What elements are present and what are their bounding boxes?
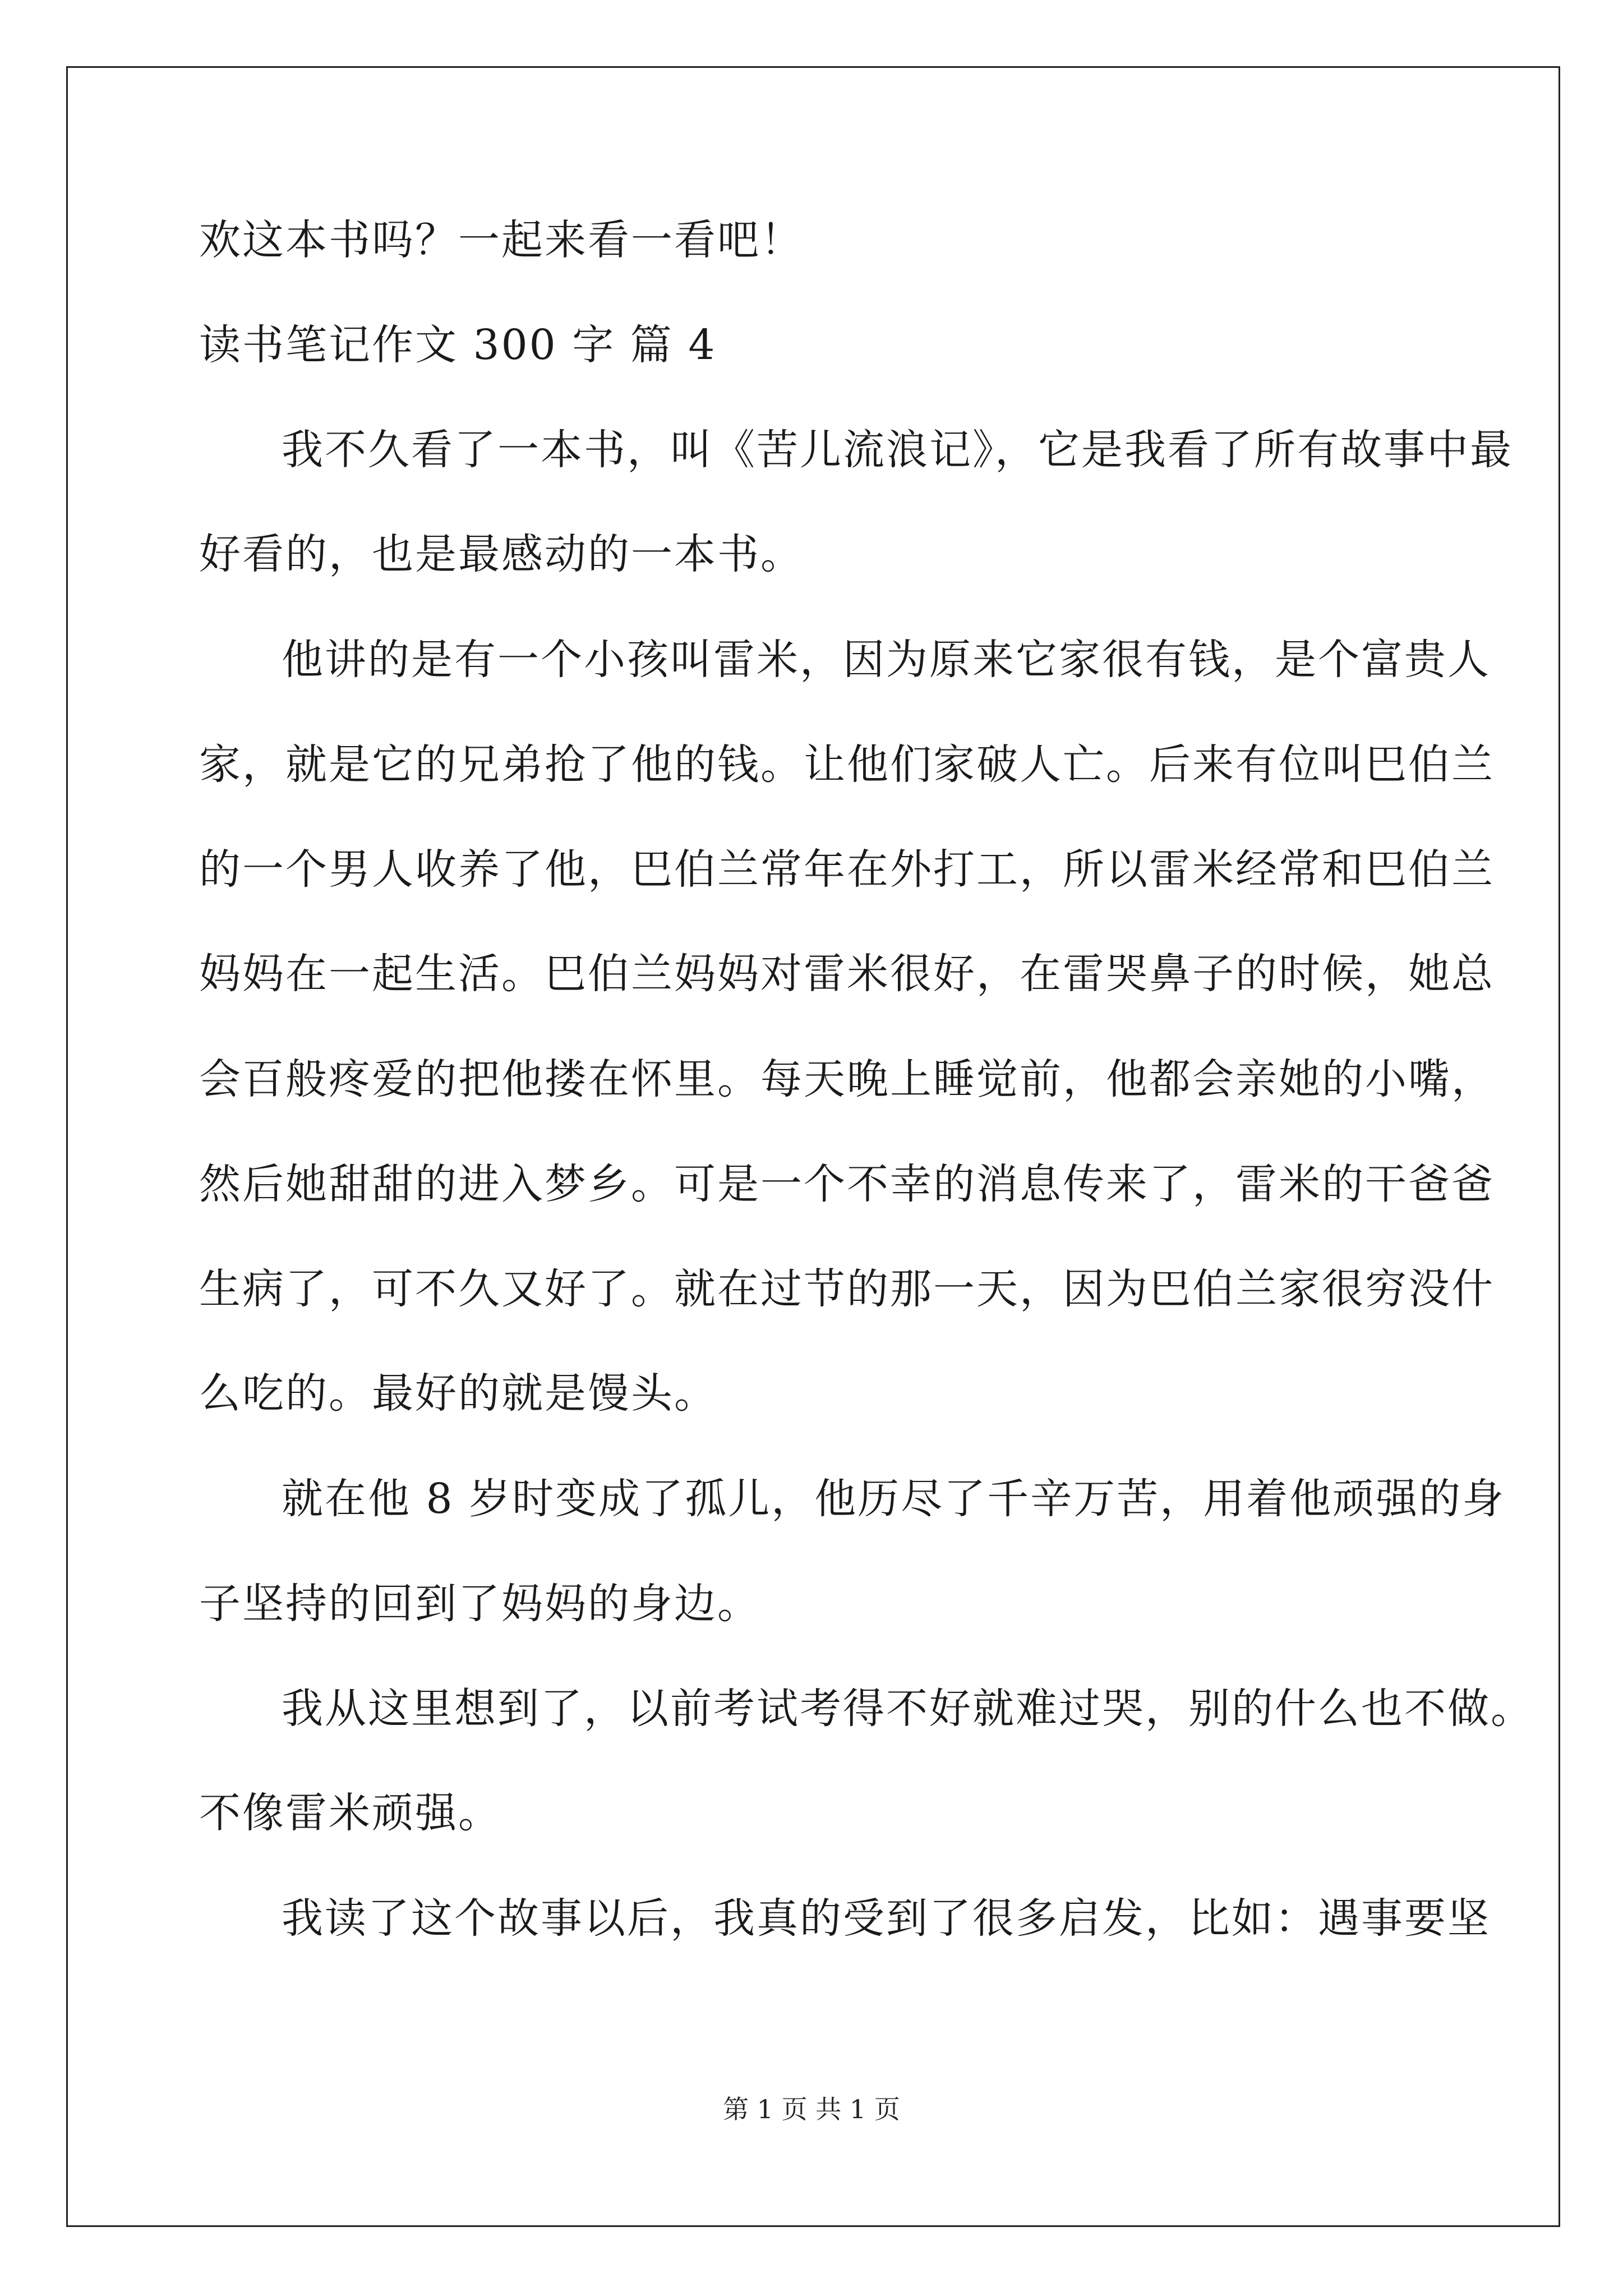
- paragraph-line: 妈妈在一起生活。巴伯兰妈妈对雷米很好，在雷哭鼻子的时候，她总: [199, 950, 1495, 998]
- section-heading: 读书笔记作文 300 字 篇 4: [199, 321, 717, 369]
- paragraph-line: 然后她甜甜的进入梦乡。可是一个不幸的消息传来了，雷米的干爸爸: [199, 1160, 1495, 1208]
- paragraph-line: 家，就是它的兄弟抢了他的钱。让他们家破人亡。后来有位叫巴伯兰: [199, 740, 1495, 789]
- paragraph-line: 子坚持的回到了妈妈的身边。: [199, 1580, 760, 1628]
- paragraph-line: 我从这里想到了，以前考试考得不好就难过哭，别的什么也不做。: [282, 1685, 1534, 1733]
- paragraph-line: 的一个男人收养了他，巴伯兰常年在外打工，所以雷米经常和巴伯兰: [199, 845, 1495, 894]
- page-number-footer: 第 1 页 共 1 页: [723, 2094, 900, 2124]
- paragraph-line: 生病了，可不久又好了。就在过节的那一天，因为巴伯兰家很穷没什: [199, 1265, 1495, 1313]
- paragraph-line: 我读了这个故事以后，我真的受到了很多启发，比如：遇事要坚: [282, 1894, 1491, 1943]
- paragraph-line: 他讲的是有一个小孩叫雷米，因为原来它家很有钱，是个富贵人: [282, 636, 1491, 684]
- text-line: 欢这本书吗？一起来看一看吧！: [199, 216, 804, 264]
- paragraph-line: 么吃的。最好的就是馒头。: [199, 1369, 717, 1418]
- paragraph-line: 好看的，也是最感动的一本书。: [199, 530, 804, 578]
- paragraph-line: 我不久看了一本书，叫《苦儿流浪记》，它是我看了所有故事中最: [282, 426, 1513, 474]
- paragraph-line: 就在他 8 岁时变成了孤儿，他历尽了千辛万苦，用着他顽强的身: [282, 1475, 1506, 1523]
- paragraph-line: 会百般疼爱的把他搂在怀里。每天晚上睡觉前，他都会亲她的小嘴，: [199, 1055, 1495, 1103]
- paragraph-line: 不像雷米顽强。: [199, 1789, 501, 1837]
